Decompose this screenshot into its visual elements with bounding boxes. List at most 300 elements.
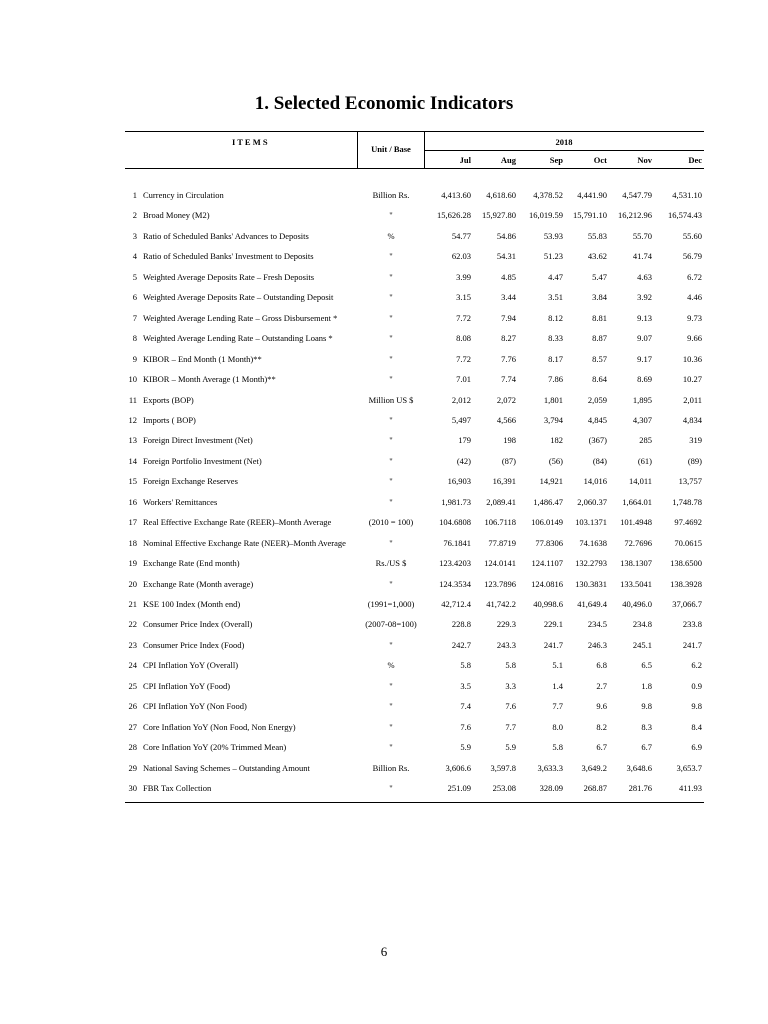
row-value: 8.4 [691, 721, 702, 732]
row-value: 133.5041 [620, 578, 652, 589]
row-item-label: CPI Inflation YoY (Non Food) [143, 701, 247, 712]
row-value: 15,927.80 [482, 210, 516, 221]
month-header: Sep [549, 155, 563, 165]
row-value: 7.7 [552, 701, 563, 712]
row-value: 103.1371 [575, 517, 607, 528]
table-row [0, 536, 768, 550]
row-item-label: Core Inflation YoY (Non Food, Non Energy) [143, 721, 296, 732]
row-value: 2,072 [496, 394, 516, 405]
row-value: 7.6 [460, 721, 471, 732]
row-value: 7.4 [460, 701, 471, 712]
row-value: 253.08 [492, 783, 516, 794]
row-value: 233.8 [682, 619, 702, 630]
row-value: 8.87 [592, 333, 607, 344]
row-value: 1.8 [641, 680, 652, 691]
row-number: 19 [128, 558, 137, 569]
row-value: 3.5 [460, 680, 471, 691]
row-unit: " [389, 721, 393, 732]
row-item-label: Ratio of Scheduled Banks' Advances to Deposits [143, 230, 309, 241]
row-value: 3,794 [543, 414, 563, 425]
table-row [0, 761, 768, 775]
table-row [0, 188, 768, 202]
row-value: 104.6808 [439, 517, 471, 528]
row-number: 21 [128, 599, 137, 609]
row-unit: " [389, 680, 393, 691]
row-number: 4 [132, 251, 137, 262]
row-unit: " [389, 701, 393, 712]
table-row [0, 311, 768, 325]
row-value: 14,921 [539, 476, 563, 487]
row-value: 9.8 [641, 701, 652, 712]
row-value: 182 [550, 435, 563, 446]
table-row [0, 270, 768, 284]
row-value: 7.86 [548, 374, 563, 385]
table-row [0, 331, 768, 345]
row-value: 123.7896 [484, 578, 516, 589]
row-value: 1,486.47 [533, 496, 563, 507]
row-value: 55.60 [682, 230, 702, 241]
table-row [0, 577, 768, 591]
row-value: 4.85 [501, 271, 516, 282]
row-unit: " [389, 292, 393, 303]
row-value: 5.8 [505, 660, 516, 671]
row-value: 8.3 [641, 721, 652, 732]
row-unit: " [389, 496, 393, 507]
row-value: 4,441.90 [577, 190, 607, 200]
row-value: 55.83 [587, 230, 607, 241]
row-value: 15,791.10 [573, 210, 607, 221]
row-value: 3,653.7 [676, 762, 702, 773]
table-row [0, 515, 768, 529]
row-value: 5,497 [451, 414, 471, 425]
row-value: (87) [501, 455, 516, 466]
table-row [0, 393, 768, 407]
row-value: 15,626.28 [437, 210, 471, 221]
row-value: 5.8 [552, 742, 563, 753]
row-value: 3.44 [501, 292, 516, 303]
row-number: 28 [128, 742, 137, 753]
row-value: 6.7 [641, 742, 652, 753]
row-value: 106.7118 [484, 517, 516, 528]
table-row [0, 249, 768, 263]
row-item-label: Real Effective Exchange Rate (REER)–Month Average [143, 517, 332, 528]
row-value: 1,801 [543, 394, 563, 405]
row-value: 124.1107 [531, 558, 563, 569]
row-value: 234.5 [587, 619, 607, 630]
table-row [0, 699, 768, 713]
row-value: 16,903 [447, 476, 471, 487]
row-item-label: Foreign Portfolio Investment (Net) [143, 455, 262, 466]
row-value: 0.9 [691, 680, 702, 691]
table-row [0, 720, 768, 734]
row-value: 16,212.96 [618, 210, 652, 221]
row-number: 8 [132, 333, 137, 344]
row-value: (42) [456, 455, 471, 466]
row-value: 6.7 [596, 742, 607, 753]
row-number: 1 [132, 190, 137, 200]
row-unit: (2007-08=100) [365, 619, 417, 630]
row-value: 77.8306 [535, 537, 563, 548]
row-value: 234.8 [632, 619, 652, 630]
row-number: 26 [128, 701, 137, 712]
row-value: 5.9 [460, 742, 471, 753]
table-row [0, 638, 768, 652]
row-value: 1,748.78 [672, 496, 702, 507]
row-value: 72.7696 [624, 537, 652, 548]
row-value: 3.99 [456, 271, 471, 282]
row-value: 8.17 [548, 353, 563, 364]
table-row [0, 658, 768, 672]
row-value: 9.73 [687, 312, 702, 323]
row-value: 3.15 [456, 292, 471, 303]
row-value: 123.4203 [439, 558, 471, 569]
row-number: 10 [128, 374, 137, 385]
month-header: Jul [459, 155, 471, 165]
row-value: 4,531.10 [672, 190, 702, 200]
month-header: Aug [500, 155, 516, 165]
row-item-label: Consumer Price Index (Food) [143, 639, 245, 650]
row-value: 198 [503, 435, 516, 446]
row-value: 14,011 [628, 476, 652, 487]
row-item-label: Foreign Exchange Reserves [143, 476, 238, 487]
row-value: 6.2 [691, 660, 702, 671]
table-row [0, 617, 768, 631]
row-number: 9 [132, 353, 137, 364]
row-value: 281.76 [628, 783, 652, 794]
row-value: 41,649.4 [577, 599, 607, 609]
row-item-label: Weighted Average Lending Rate – Gross Disbursement * [143, 312, 338, 323]
row-value: 7.6 [505, 701, 516, 712]
row-value: 8.12 [548, 312, 563, 323]
items-column-header: I T E M S [232, 137, 268, 147]
row-number: 6 [132, 292, 137, 303]
table-top-rule [125, 131, 704, 132]
row-value: 1,895 [632, 394, 652, 405]
row-value: 5.8 [460, 660, 471, 671]
row-value: 8.57 [592, 353, 607, 364]
row-value: 124.0816 [531, 578, 563, 589]
row-unit: " [389, 414, 393, 425]
row-unit: " [389, 578, 393, 589]
row-value: 411.93 [678, 783, 702, 794]
row-value: 4.47 [548, 271, 563, 282]
row-item-label: Broad Money (M2) [143, 210, 210, 221]
row-value: 4,413.60 [441, 190, 471, 200]
row-value: 1.4 [552, 680, 563, 691]
row-value: 16,391 [492, 476, 516, 487]
row-value: 6.8 [596, 660, 607, 671]
row-value: 251.09 [447, 783, 471, 794]
row-number: 11 [128, 394, 137, 405]
row-value: 43.62 [587, 251, 607, 262]
row-value: 179 [458, 435, 471, 446]
row-item-label: Nominal Effective Exchange Rate (NEER)–Month Average [143, 537, 346, 548]
row-value: 6.72 [687, 271, 702, 282]
row-value: 4,547.79 [622, 190, 652, 200]
row-value: 138.6500 [670, 558, 702, 569]
row-unit: " [389, 783, 393, 794]
row-number: 16 [128, 496, 137, 507]
row-value: 42,712.4 [441, 599, 471, 609]
row-item-label: Exports (BOP) [143, 394, 194, 405]
row-value: 3,649.2 [581, 762, 607, 773]
row-number: 14 [128, 455, 137, 466]
row-value: (84) [592, 455, 607, 466]
month-header: Dec [688, 155, 702, 165]
table-row [0, 433, 768, 447]
row-value: 77.8719 [488, 537, 516, 548]
row-value: 124.3534 [439, 578, 471, 589]
row-value: 10.27 [682, 374, 702, 385]
row-value: 2.7 [596, 680, 607, 691]
row-number: 12 [128, 414, 137, 425]
table-bottom-rule [125, 802, 704, 803]
row-value: 8.27 [501, 333, 516, 344]
row-value: 1,664.01 [622, 496, 652, 507]
row-value: 56.79 [682, 251, 702, 262]
row-value: 8.69 [637, 374, 652, 385]
row-item-label: Foreign Direct Investment (Net) [143, 435, 253, 446]
row-value: 2,089.41 [486, 496, 516, 507]
row-value: 246.3 [587, 639, 607, 650]
row-value: 241.7 [682, 639, 702, 650]
row-unit: % [387, 660, 395, 671]
row-number: 5 [132, 271, 137, 282]
row-value: 4.46 [687, 292, 702, 303]
row-unit: " [389, 639, 393, 650]
row-item-label: Core Inflation YoY (20% Trimmed Mean) [143, 742, 287, 753]
row-value: 138.1307 [620, 558, 652, 569]
row-value: 4,834 [682, 414, 702, 425]
row-number: 7 [132, 312, 137, 323]
row-unit: " [389, 210, 393, 221]
row-item-label: Exchange Rate (End month) [143, 558, 240, 569]
row-item-label: CPI Inflation YoY (Food) [143, 680, 231, 691]
table-row [0, 352, 768, 366]
row-unit: " [389, 742, 393, 753]
row-value: 241.7 [543, 639, 563, 650]
row-value: 54.86 [496, 230, 516, 241]
row-value: 9.8 [691, 701, 702, 712]
row-number: 18 [128, 537, 137, 548]
row-value: 9.6 [596, 701, 607, 712]
row-unit: " [389, 374, 393, 385]
row-value: 5.47 [592, 271, 607, 282]
row-value: 9.17 [637, 353, 652, 364]
row-value: (367) [588, 435, 607, 446]
row-value: 328.09 [539, 783, 563, 794]
row-value: 3.51 [548, 292, 563, 303]
row-value: 106.0149 [531, 517, 563, 528]
row-unit: " [389, 312, 393, 323]
table-row [0, 740, 768, 754]
row-value: 16,574.43 [668, 210, 702, 221]
row-value: 6.9 [691, 742, 702, 753]
row-unit: " [389, 271, 393, 282]
row-unit: (2010 = 100) [368, 517, 414, 528]
table-row [0, 372, 768, 386]
row-value: (89) [687, 455, 702, 466]
row-value: 7.74 [501, 374, 516, 385]
row-value: 9.66 [687, 333, 702, 344]
row-item-label: KIBOR – Month Average (1 Month)** [143, 374, 276, 385]
row-item-label: Weighted Average Deposits Rate – Outstanding Deposit [143, 292, 334, 303]
row-value: 6.5 [641, 660, 652, 671]
row-item-label: CPI Inflation YoY (Overall) [143, 660, 239, 671]
row-unit: (1991=1,000) [367, 599, 415, 609]
row-unit: Billion Rs. [372, 190, 410, 200]
row-value: 124.0141 [484, 558, 516, 569]
table-row [0, 781, 768, 795]
row-value: 4,307 [632, 414, 652, 425]
row-value: 16,019.59 [529, 210, 563, 221]
row-value: 4,845 [587, 414, 607, 425]
row-number: 27 [128, 721, 137, 732]
row-value: 3.84 [592, 292, 607, 303]
row-value: 7.76 [501, 353, 516, 364]
row-value: 7.72 [456, 353, 471, 364]
row-value: 8.64 [592, 374, 607, 385]
row-value: 3,597.8 [490, 762, 516, 773]
row-value: 5.1 [552, 660, 563, 671]
row-unit: " [389, 251, 393, 262]
row-number: 20 [128, 578, 137, 589]
table-row [0, 556, 768, 570]
row-item-label: KSE 100 Index (Month end) [143, 599, 241, 609]
row-number: 17 [128, 517, 137, 528]
row-value: 54.77 [451, 230, 471, 241]
row-value: 74.1638 [579, 537, 607, 548]
row-item-label: Imports ( BOP) [143, 414, 196, 425]
row-value: 2,060.37 [577, 496, 607, 507]
row-value: 97.4692 [674, 517, 702, 528]
row-unit: % [387, 230, 395, 241]
row-value: 3,606.6 [445, 762, 471, 773]
row-unit: " [389, 537, 393, 548]
row-value: 245.1 [632, 639, 652, 650]
row-value: 3,648.6 [626, 762, 652, 773]
table-row [0, 413, 768, 427]
row-item-label: Consumer Price Index (Overall) [143, 619, 253, 630]
row-unit: " [389, 455, 393, 466]
row-item-label: National Saving Schemes – Outstanding Amount [143, 762, 310, 773]
row-value: 319 [689, 435, 702, 446]
row-number: 24 [128, 660, 137, 671]
year-header: 2018 [555, 137, 573, 147]
row-value: 2,011 [683, 394, 702, 405]
row-number: 22 [128, 619, 137, 630]
row-item-label: Workers' Remittances [143, 496, 218, 507]
row-value: 8.33 [548, 333, 563, 344]
month-header: Nov [637, 155, 652, 165]
row-value: 40,998.6 [533, 599, 563, 609]
table-row [0, 454, 768, 468]
row-value: 4,378.52 [533, 190, 563, 200]
row-number: 15 [128, 476, 137, 487]
row-value: 70.0615 [674, 537, 702, 548]
row-unit: Rs./US $ [375, 558, 407, 569]
row-item-label: Exchange Rate (Month average) [143, 578, 254, 589]
row-item-label: FBR Tax Collection [143, 783, 212, 794]
row-unit: " [389, 476, 393, 487]
row-unit: " [389, 353, 393, 364]
row-item-label: Currency in Circulation [143, 190, 224, 200]
row-value: 228.8 [451, 619, 471, 630]
row-number: 2 [132, 210, 137, 221]
row-item-label: Ratio of Scheduled Banks' Investment to Deposits [143, 251, 314, 262]
row-value: 2,012 [451, 394, 471, 405]
row-unit: Billion Rs. [372, 762, 410, 773]
row-value: 55.70 [632, 230, 652, 241]
month-header: Oct [593, 155, 607, 165]
row-value: 268.87 [583, 783, 607, 794]
row-value: 8.2 [596, 721, 607, 732]
row-value: 2,059 [587, 394, 607, 405]
row-value: 13,757 [678, 476, 702, 487]
row-value: 51.23 [543, 251, 563, 262]
row-value: 9.07 [637, 333, 652, 344]
row-value: (61) [637, 455, 652, 466]
row-value: 242.7 [451, 639, 471, 650]
row-value: 7.94 [501, 312, 516, 323]
row-item-label: KIBOR – End Month (1 Month)** [143, 353, 262, 364]
row-value: 14,016 [583, 476, 607, 487]
row-value: 3.3 [505, 680, 516, 691]
row-value: 138.3928 [670, 578, 702, 589]
row-value: 3.92 [637, 292, 652, 303]
row-number: 25 [128, 680, 137, 691]
row-value: 132.2793 [575, 558, 607, 569]
row-value: 8.08 [456, 333, 471, 344]
unit-column-header: Unit / Base [371, 144, 411, 154]
table-row [0, 474, 768, 488]
row-value: 53.93 [543, 230, 563, 241]
year-underline-rule [424, 150, 704, 151]
row-value: 101.4948 [620, 517, 652, 528]
table-row [0, 495, 768, 509]
table-row [0, 679, 768, 693]
row-value: 130.3831 [575, 578, 607, 589]
row-item-label: Weighted Average Lending Rate – Outstanding Loans * [143, 333, 333, 344]
row-number: 29 [128, 762, 137, 773]
row-number: 13 [128, 435, 137, 446]
row-value: 4,566 [496, 414, 516, 425]
row-value: 37,066.7 [672, 599, 702, 609]
row-number: 30 [128, 783, 137, 794]
row-number: 3 [132, 230, 137, 241]
table-row [0, 290, 768, 304]
row-value: (56) [548, 455, 563, 466]
row-unit: " [389, 333, 393, 344]
row-value: 3,633.3 [537, 762, 563, 773]
row-value: 5.9 [505, 742, 516, 753]
row-value: 9.13 [637, 312, 652, 323]
row-number: 23 [128, 639, 137, 650]
page-number: 6 [380, 944, 388, 959]
page-title: 1. Selected Economic Indicators [254, 93, 514, 114]
row-value: 10.36 [682, 353, 702, 364]
row-value: 4.63 [637, 271, 652, 282]
row-value: 1,981.73 [441, 496, 471, 507]
row-value: 76.1841 [443, 537, 471, 548]
table-row [0, 229, 768, 243]
row-value: 7.01 [456, 374, 471, 385]
row-value: 8.0 [552, 721, 563, 732]
header-bottom-rule [125, 168, 704, 169]
row-value: 229.3 [496, 619, 516, 630]
row-value: 7.7 [505, 721, 516, 732]
row-unit: Million US $ [368, 394, 414, 405]
